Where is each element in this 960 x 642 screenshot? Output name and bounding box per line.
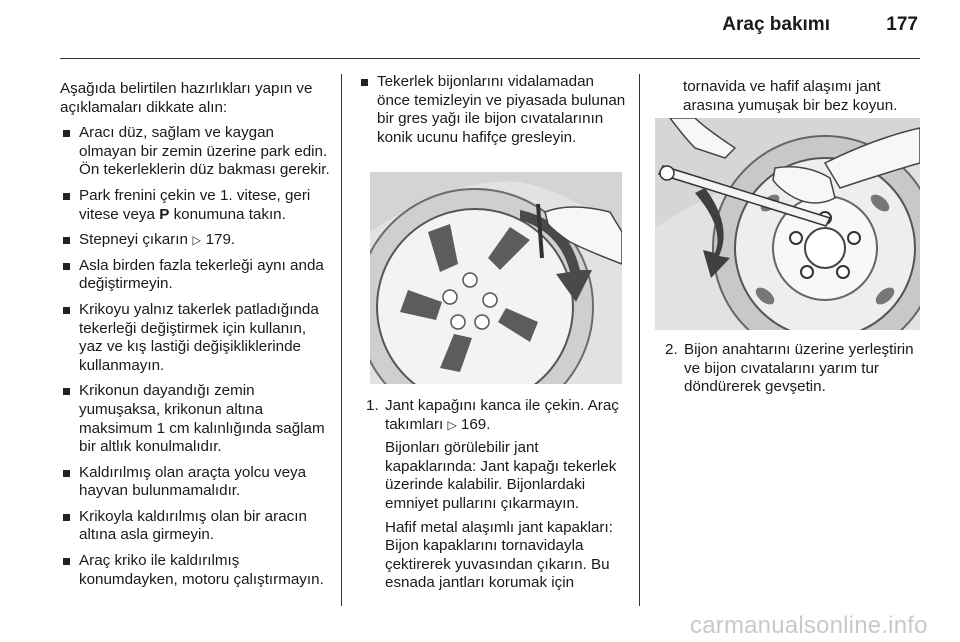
step-1 bbox=[366, 397, 630, 593]
reference-arrow-icon: ▷ bbox=[192, 233, 201, 248]
step-2-block bbox=[665, 341, 920, 397]
list-item: Tekerlek bijonlarını vidalamadan önce temizleyin ve piyasada bulunan bir gres yağı ile bijon cıvatalarının konik ucunu hafifçe gresleyin. bbox=[358, 73, 630, 147]
wheel-wrench-illustration bbox=[655, 118, 920, 330]
step-1-block bbox=[366, 397, 630, 593]
list-item: Krikonun dayandığı zemin yumuşaksa, krikonun altına maksimum 1 cm kalınlığında sağlam bir altlık konulmalıdır. bbox=[60, 382, 332, 456]
reference-arrow-icon: ▷ bbox=[447, 417, 457, 432]
left-column bbox=[60, 80, 332, 589]
header-rule bbox=[60, 58, 920, 59]
middle-column bbox=[358, 73, 630, 147]
hubcap-removal-illustration bbox=[370, 172, 622, 384]
step-number: 1. bbox=[366, 397, 379, 414]
gear-p-letter: P bbox=[159, 205, 170, 223]
page-number: 177 bbox=[886, 14, 918, 35]
step-1-text-prefix: Jant kapağını kanca ile çekin. Araç takımları bbox=[385, 397, 619, 433]
list-item bbox=[60, 187, 332, 224]
wheel-wrench-svg bbox=[655, 118, 920, 330]
step-1-visible-bolts-note: Bijonları görülebilir jant kapaklarında: Jant kapağı tekerlek üzerinde kalabilir. Bijonlardaki emniyet pullarını çıkarmayın. bbox=[385, 439, 617, 512]
list-item: Kaldırılmış olan araçta yolcu veya hayvan bulunmamalıdır. bbox=[60, 464, 332, 501]
list-item: Aracı düz, sağlam ve kaygan olmayan bir zemin üzerine park edin. Ön tekerleklerin düz bakması gerekir. bbox=[60, 124, 332, 180]
spare-page-ref: 179. bbox=[201, 231, 236, 249]
right-column-top bbox=[683, 78, 913, 115]
list-item: Araç kriko ile kaldırılmış konumdayken, motoru çalıştırmayın. bbox=[60, 552, 332, 589]
list-item: Krikoyu yalnız takerlek patladığında tekerleği değiştirmek için kullanın, yaz ve kış lastiği değişikliklerinde kullanmayın. bbox=[60, 301, 332, 375]
bolt-cleaning-list bbox=[358, 73, 630, 147]
watermark: carmanualsonline.info bbox=[690, 612, 928, 639]
column-divider-left bbox=[341, 74, 342, 606]
list-item: Krikoyla kaldırılmış olan bir aracın altına asla girmeyin. bbox=[60, 508, 332, 545]
park-text-prefix: Park frenini çekin ve 1. vitese, geri vitese veya bbox=[79, 186, 311, 223]
step-1-text bbox=[385, 397, 630, 434]
step-1-alloy-note: Hafif metal alaşımlı jant kapakları: Bijon kapaklarını tornavidayla çektirerek yuvasından çıkarın. Bu esnada jantları korumak için bbox=[385, 518, 613, 592]
step-1-page-ref: 169. bbox=[456, 415, 491, 433]
intro-text: Aşağıda belirtilen hazırlıkları yapın ve açıklamaları dikkate alın: bbox=[60, 80, 313, 116]
list-item: Asla birden fazla tekerleği aynı anda değiştirmeyin. bbox=[60, 257, 332, 294]
park-text-suffix: konumuna takın. bbox=[169, 205, 286, 223]
section-title: Araç bakımı bbox=[722, 14, 830, 35]
column-divider-right bbox=[639, 74, 640, 606]
spare-text-prefix: Stepneyi çıkarın bbox=[79, 231, 193, 249]
list-item bbox=[60, 231, 332, 250]
step-number: 2. bbox=[665, 341, 678, 358]
hubcap-removal-svg bbox=[370, 172, 622, 384]
alloy-note-continuation: tornavida ve hafif alaşımı jant arasına yumuşak bir bez koyun. bbox=[683, 78, 898, 114]
step-2 bbox=[665, 341, 920, 397]
step-2-text: Bijon anahtarını üzerine yerleştirin ve bijon cıvatalarını yarım tur döndürerek gevşetin. bbox=[684, 341, 914, 396]
preparation-list bbox=[60, 124, 332, 589]
